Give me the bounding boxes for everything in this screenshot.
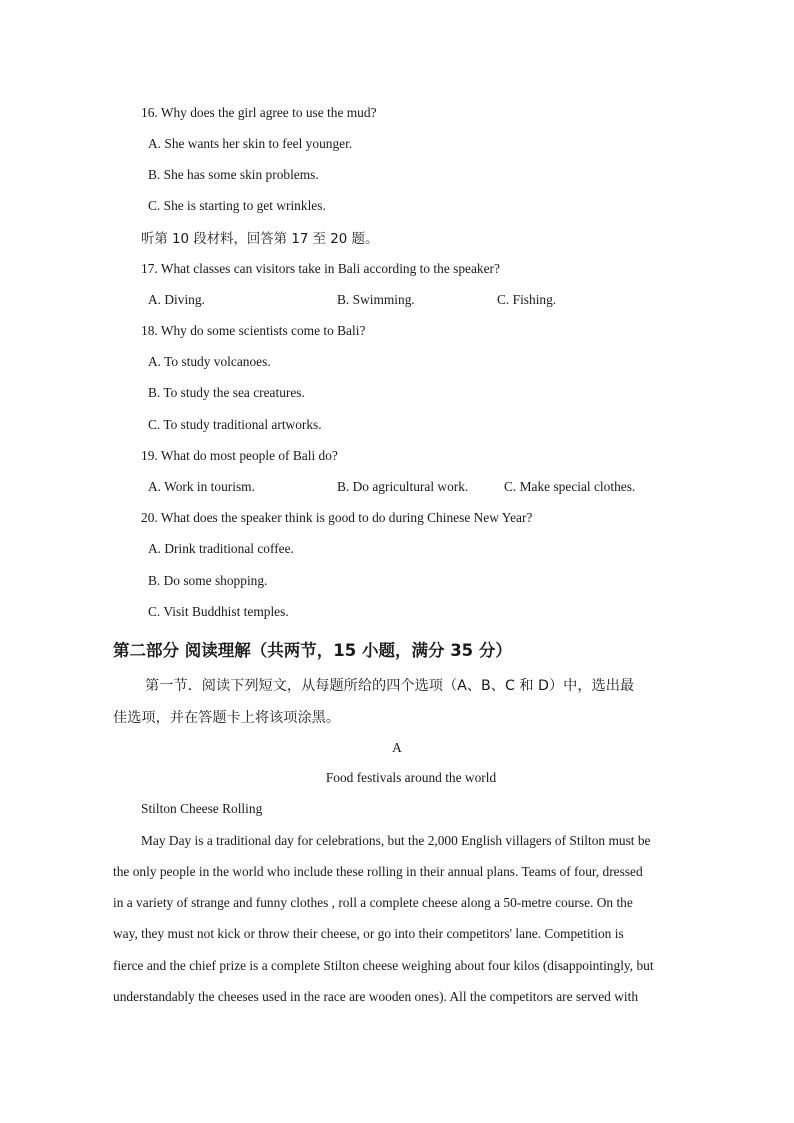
question-16-stem: 16. Why does the girl agree to use the mud? xyxy=(141,105,377,120)
question-16-option-c: C. She is starting to get wrinkles. xyxy=(148,198,326,213)
passage-subheading: Stilton Cheese Rolling xyxy=(141,801,263,816)
passage-letter: A xyxy=(392,740,402,755)
question-18-option-c: C. To study traditional artworks. xyxy=(148,417,322,432)
question-20-stem: 20. What does the speaker think is good to do during Chinese New Year? xyxy=(141,510,533,525)
question-17-stem: 17. What classes can visitors take in Bali according to the speaker? xyxy=(141,261,500,276)
section-title-reading: 第二部分 阅读理解（共两节，15 小题，满分 35 分） xyxy=(113,641,512,660)
passage-line-4: way, they must not kick or throw their cheese, or go into their competitors' lane. Competition is xyxy=(113,926,624,941)
reading-instruction-line-2: 佳选项，并在答题卡上将该项涂黑。 xyxy=(113,710,341,726)
passage-line-3: in a variety of strange and funny clothes , roll a complete cheese along a 50-metre course. On the xyxy=(113,895,633,910)
passage-title: Food festivals around the world xyxy=(325,770,497,785)
passage-line-6: understandably the cheeses used in the race are wooden ones). All the competitors are served with xyxy=(113,989,639,1004)
question-18-option-b: B. To study the sea creatures. xyxy=(148,385,305,400)
question-18-option-a: A. To study volcanoes. xyxy=(148,354,271,369)
question-19-option-c: C. Make special clothes. xyxy=(504,479,636,494)
question-18-stem: 18. Why do some scientists come to Bali? xyxy=(141,323,366,338)
question-17-option-b: B. Swimming. xyxy=(337,292,415,307)
question-16-option-b: B. She has some skin problems. xyxy=(148,167,319,182)
question-17-option-a: A. Diving. xyxy=(148,292,205,307)
question-17-option-c: C. Fishing. xyxy=(497,292,557,307)
question-16-option-a: A. She wants her skin to feel younger. xyxy=(148,136,353,151)
passage-line-1: May Day is a traditional day for celebrations, but the 2,000 English villagers of Stilton must be xyxy=(141,833,651,848)
reading-instruction-line-1: 第一节．阅读下列短文，从每题所给的四个选项（A、B、C 和 D）中，选出最 xyxy=(145,678,635,694)
passage-line-5: fierce and the chief prize is a complete Stilton cheese weighing about four kilos (disappointingly, but xyxy=(113,958,654,973)
question-19-option-a: A. Work in tourism. xyxy=(148,479,255,494)
question-20-option-c: C. Visit Buddhist temples. xyxy=(148,604,289,619)
listening-instruction-10: 听第 10 段材料，回答第 17 至 20 题。 xyxy=(141,232,379,247)
question-20-option-b: B. Do some shopping. xyxy=(148,573,268,588)
question-19-option-b: B. Do agricultural work. xyxy=(337,479,469,494)
question-20-option-a: A. Drink traditional coffee. xyxy=(148,541,294,556)
question-19-stem: 19. What do most people of Bali do? xyxy=(141,448,338,463)
passage-line-2: the only people in the world who include these rolling in their annual plans. Teams of four, dressed xyxy=(113,864,643,879)
